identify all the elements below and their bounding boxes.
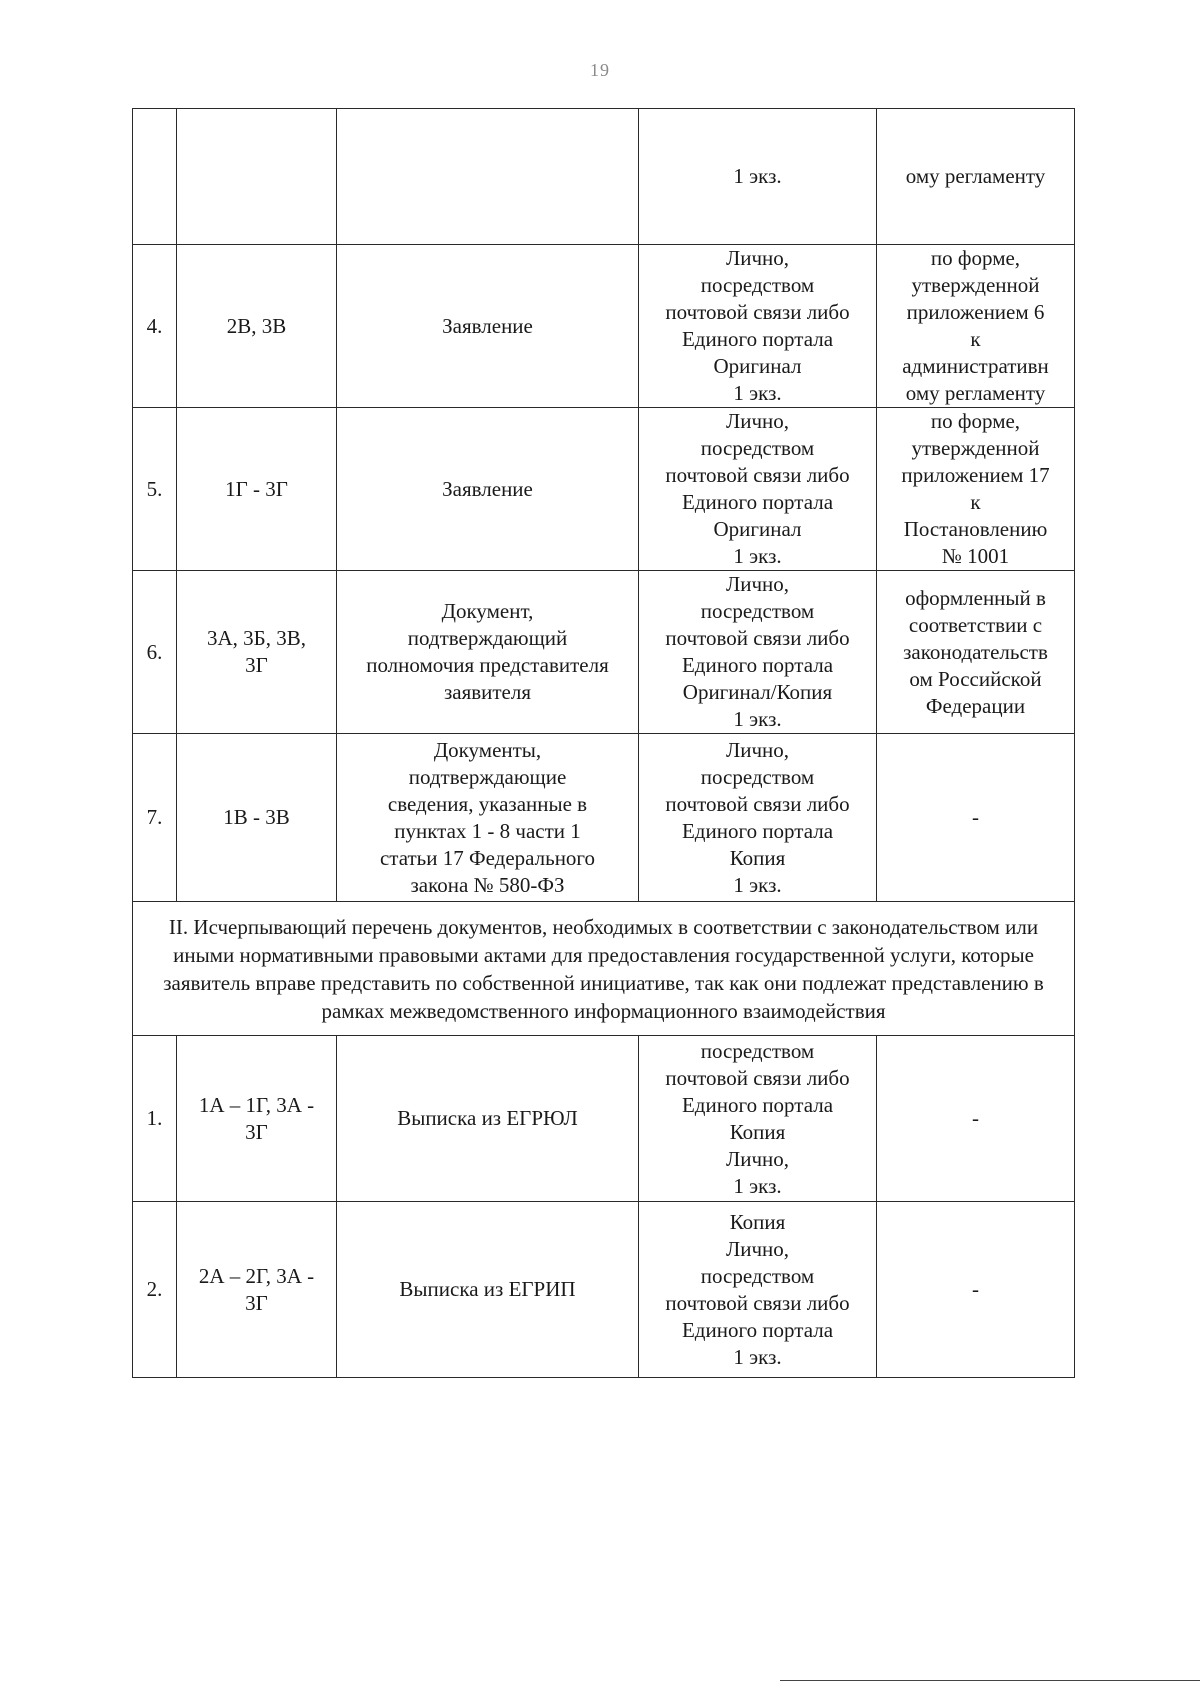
document-requirement: по форме, утвержденной приложением 6 к административн ому регламенту [877,245,1075,408]
document-requirement: по форме, утвержденной приложением 17 к Постановлению № 1001 [877,408,1075,571]
submission-method: Лично, посредством почтовой связи либо Единого портала Оригинал/Копия 1 экз. [639,571,877,734]
applicant-code: 1В - 3В [177,734,337,902]
page-number: 19 [590,60,610,80]
table-row [133,1036,1075,1202]
document-requirement: оформленный в соответствии с законодательств ом Российской Федерации [877,571,1075,734]
document-requirement: - [877,1036,1075,1202]
document-requirement: - [877,734,1075,902]
table-row [133,734,1075,902]
applicant-code: 2В, 3В [177,245,337,408]
document-name: Выписка из ЕГРИП [337,1202,639,1378]
table-row [133,245,1075,408]
applicant-code: 1Г - 3Г [177,408,337,571]
section-ii-title: II. Исчерпывающий перечень документов, необходимых в соответствии с законодательством или иными нормативными правовыми актами для предоставления государственной услуги, которые заявитель вправе представить по собственной инициативе, так как они подлежат представлению в рамках межведомственного информационного взаимодействия [133,902,1075,1036]
row-number: 1. [133,1036,177,1202]
row-number [133,109,177,245]
table-row-continued [133,109,1075,245]
submission-method: Лично, посредством почтовой связи либо Единого портала Копия 1 экз. [639,734,877,902]
table-row [133,408,1075,571]
document-name: Заявление [337,408,639,571]
submission-method: Лично, посредством почтовой связи либо Единого портала Оригинал 1 экз. [639,245,877,408]
document-name: Заявление [337,245,639,408]
row-number: 4. [133,245,177,408]
document-name: Документы, подтверждающие сведения, указанные в пунктах 1 - 8 части 1 статьи 17 Федерального закона № 580-ФЗ [337,734,639,902]
applicant-code: 3А, 3Б, 3В, 3Г [177,571,337,734]
submission-method: Копия Лично, посредством почтовой связи либо Единого портала 1 экз. [639,1202,877,1378]
table-row [133,571,1075,734]
applicant-code [177,109,337,245]
document-requirement: ому регламенту [877,109,1075,245]
submission-method: посредством почтовой связи либо Единого портала Копия Лично, 1 экз. [639,1036,877,1202]
applicant-code: 1А – 1Г, 3А - 3Г [177,1036,337,1202]
row-number: 7. [133,734,177,902]
document-name: Выписка из ЕГРЮЛ [337,1036,639,1202]
document-name [337,109,639,245]
row-number: 2. [133,1202,177,1378]
submission-method: Лично, посредством почтовой связи либо Единого портала Оригинал 1 экз. [639,408,877,571]
applicant-code: 2А – 2Г, 3А - 3Г [177,1202,337,1378]
table-row [133,1202,1075,1378]
document-name: Документ, подтверждающий полномочия представителя заявителя [337,571,639,734]
documents-table [132,108,1075,1378]
section-header-row [133,902,1075,1036]
submission-method: 1 экз. [639,109,877,245]
row-number: 6. [133,571,177,734]
bottom-edge-line [780,1680,1200,1681]
document-requirement: - [877,1202,1075,1378]
row-number: 5. [133,408,177,571]
